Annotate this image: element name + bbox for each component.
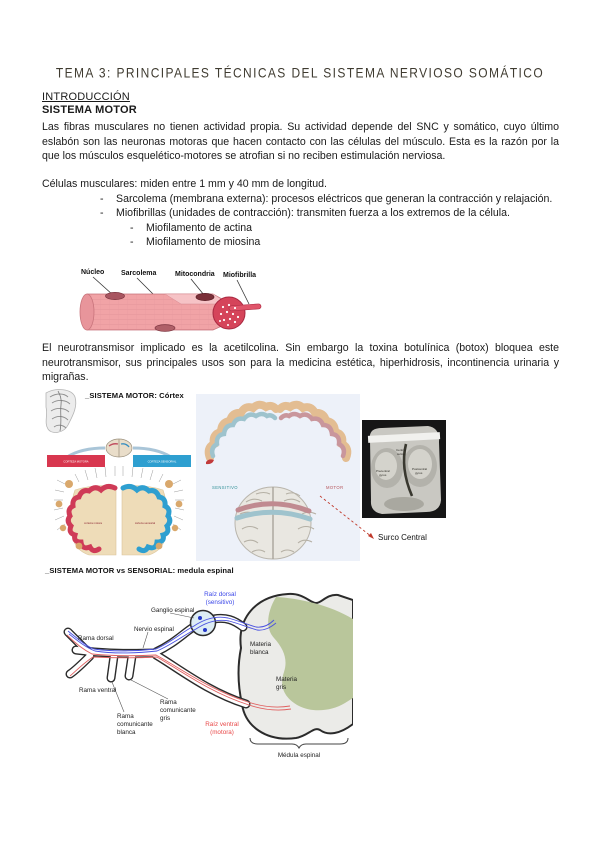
svg-text:blanca: blanca — [250, 649, 269, 656]
label-ganglio-espinal: Ganglio espinal — [151, 607, 195, 614]
specimen-label-central-sulcus: Central — [396, 448, 406, 452]
label-materia-blanca: Materia — [250, 641, 271, 648]
label-materia-gris: Materia — [276, 676, 297, 683]
bullet-dash: - — [130, 236, 134, 249]
motor-banner-label: CORTEZA MOTORA — [63, 460, 89, 464]
bullet-sarcolema — [42, 192, 559, 207]
celulas-intro-line: Células musculares: miden entre 1 mm y 40 mm de longitud. — [42, 178, 327, 190]
caption-sistema-motor-cortex: _SISTEMA MOTOR: Córtex — [85, 391, 184, 400]
paragraph-fibras-musculares: Las fibras musculares no tienen actividad propia. Su actividad depende del SNC y somático, cuyo último eslabón son las neuronas motoras que hacen contacto con las células del músculo. Esta es la razón por la que los músculos esquelético-motores se atrofian si no reciben estimulación nerviosa. — [42, 121, 559, 163]
label-rama-dorsal: Rama dorsal — [78, 635, 114, 642]
label-raiz-ventral: Raíz ventral — [205, 721, 239, 728]
specimen-label-precentral: Precentral — [376, 469, 390, 473]
label-sarcolema: Sarcolema — [121, 270, 157, 277]
label-mitocondria: Mitocondria — [175, 271, 215, 278]
svg-text:blanca: blanca — [117, 729, 136, 736]
celulas-musculares-block — [42, 177, 559, 250]
label-raiz-dorsal: Raíz dorsal — [204, 591, 236, 598]
spinal-cord-diagram — [58, 586, 353, 762]
motor-hemisphere-label: corteza motora — [84, 522, 102, 525]
label-rama-comunicante-blanca: Rama — [117, 713, 134, 720]
small-brain-icon — [106, 439, 132, 457]
caption-motor-vs-sensorial: _SISTEMA MOTOR vs SENSORIAL: medula espinal — [45, 566, 234, 575]
homunculus-diagram — [45, 438, 193, 562]
svg-text:gyrus: gyrus — [415, 471, 423, 475]
svg-text:sulcus: sulcus — [397, 452, 406, 456]
muscle-fiber-illustration — [80, 292, 261, 331]
homunculus-sketch-icon — [42, 387, 80, 437]
bullet-text: Sarcolema (membrana externa): procesos eléctricos que generan la contracción y relajación. — [116, 192, 553, 205]
label-nucleo: Núcleo — [81, 269, 105, 276]
surco-central-leader-line — [318, 494, 382, 544]
bullet-dash: - — [130, 221, 134, 234]
label-miofibrilla: Miofibrilla — [223, 272, 257, 279]
ganglion-neuron-dot — [198, 616, 202, 620]
bullet-text: Miofilamento de miosina — [146, 236, 261, 249]
ganglio-espinal-shape — [191, 611, 216, 636]
ganglion-neuron-dot — [203, 628, 207, 632]
paragraph-neurotransmisor: El neurotransmisor implicado es la acetilcolina. Sin embargo la toxina botulínica (botox) bloquea este neurotransmisor, sus principales usos son para la medicina estética, hiperhidrosis, incontinencia urinaria y migrañas. — [42, 342, 559, 384]
svg-text:comunicante: comunicante — [160, 707, 196, 714]
svg-text:gris: gris — [160, 715, 171, 722]
sensory-banner-label: CORTEZA SENSORIAL — [147, 460, 177, 464]
bullet-actina — [42, 221, 559, 236]
bullet-miofibrillas — [42, 206, 559, 221]
label-rama-comunicante-gris: Rama — [160, 699, 177, 706]
page-title: TEMA 3: PRINCIPALES TÉCNICAS DEL SISTEMA NERVIOSO SOMÁTICO — [55, 64, 545, 82]
label-nervio-espinal: Nervio espinal — [134, 626, 174, 633]
label-sensitivo: SENSITIVO — [212, 485, 238, 490]
bullet-text: Miofibrillas (unidades de contracción): transmiten fuerza a los extremos de la célula. — [116, 207, 510, 220]
label-rama-ventral: Rama ventral — [79, 687, 117, 694]
heading-introduccion: INTRODUCCIÓN — [42, 91, 130, 103]
medula-brace — [250, 738, 348, 748]
sensory-homunculus-hemisphere — [122, 480, 182, 555]
label-motor: MOTOR — [326, 485, 344, 490]
specimen-label-postcentral: Postcentral — [412, 467, 428, 471]
bullet-dash: - — [100, 192, 104, 205]
label-medula-espinal: Médula espinal — [277, 752, 321, 759]
motor-homunculus-hemisphere — [56, 480, 116, 555]
muscle-fiber-figure — [73, 264, 275, 344]
label-surco-central: Surco Central — [378, 533, 427, 542]
heading-sistema-motor: SISTEMA MOTOR — [42, 104, 137, 116]
sensory-hemisphere-label: corteza sensorial — [134, 522, 156, 525]
svg-text:(motora): (motora) — [210, 729, 234, 736]
svg-text:(sensitivo): (sensitivo) — [205, 599, 235, 606]
bullet-dash: - — [100, 207, 104, 220]
bullet-miosina — [42, 235, 559, 250]
bullet-text: Miofilamento de actina — [146, 221, 252, 234]
svg-text:comunicante: comunicante — [117, 721, 153, 728]
svg-text:gris: gris — [276, 684, 287, 691]
svg-text:gyrus: gyrus — [379, 473, 387, 477]
